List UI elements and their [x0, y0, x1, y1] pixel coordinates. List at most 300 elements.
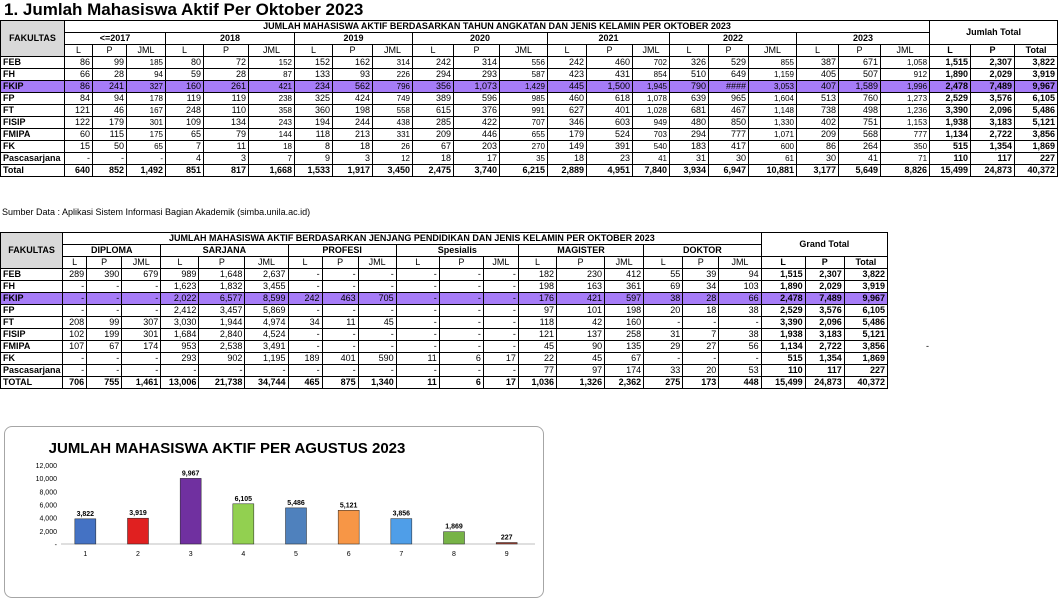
sub-header: JML: [500, 45, 548, 57]
data-cell: 17: [483, 353, 518, 365]
data-cell: 11: [204, 141, 249, 153]
data-cell: -: [93, 153, 127, 165]
total-cell: 17: [483, 377, 518, 389]
bar: [444, 532, 465, 544]
total-cell: 6,215: [500, 165, 548, 177]
data-cell: 1,890: [930, 69, 971, 81]
total-cell: 40,372: [844, 377, 887, 389]
total-cell: 173: [683, 377, 719, 389]
data-cell: 3,856: [1015, 129, 1058, 141]
level-header: DOKTOR: [644, 245, 761, 257]
data-cell: 445: [548, 81, 587, 93]
data-cell: 208: [63, 317, 87, 329]
data-cell: 558: [373, 105, 413, 117]
data-cell: 152: [249, 57, 295, 69]
faculty-name: FEB: [1, 57, 65, 69]
total-cell: 7,840: [633, 165, 670, 177]
level-header: PROFESI: [288, 245, 396, 257]
data-cell: 301: [127, 117, 166, 129]
data-cell: 1,071: [749, 129, 797, 141]
data-cell: -: [245, 365, 288, 377]
y-tick-label: 2,000: [39, 528, 57, 536]
data-cell: 3,390: [761, 317, 805, 329]
data-cell: 18: [683, 305, 719, 317]
faculty-name: Pascasarjana: [1, 153, 65, 165]
bar-value-label: 3,822: [76, 510, 95, 518]
data-cell: 402: [797, 117, 839, 129]
data-cell: 80: [166, 57, 204, 69]
table-row: [1, 341, 888, 353]
data-cell: 463: [322, 293, 358, 305]
x-tick-label: 2: [136, 551, 140, 558]
sub-header: P: [322, 257, 358, 269]
data-cell: 1,134: [930, 129, 971, 141]
faculty-name: FKIP: [1, 81, 65, 93]
data-cell: 1,648: [199, 269, 245, 281]
data-cell: 18: [249, 141, 295, 153]
bar: [128, 518, 149, 544]
data-cell: 94: [93, 93, 127, 105]
data-cell: -: [683, 353, 719, 365]
data-cell: 60: [65, 129, 93, 141]
fakultas-header: FAKULTAS: [1, 21, 65, 57]
data-cell: 39: [683, 269, 719, 281]
table-row: [1, 293, 888, 305]
data-cell: 198: [518, 281, 556, 293]
data-cell: -: [288, 281, 322, 293]
sub-header: P: [93, 45, 127, 57]
data-cell: 137: [556, 329, 604, 341]
data-cell: 99: [87, 317, 122, 329]
year-header: 2019: [295, 33, 413, 45]
data-cell: 134: [204, 117, 249, 129]
table-row: [1, 141, 1058, 153]
data-cell: 358: [249, 105, 295, 117]
data-cell: 61: [749, 153, 797, 165]
data-cell: -: [288, 365, 322, 377]
total-cell: 11: [396, 377, 439, 389]
bar-value-label: 5,486: [287, 499, 305, 507]
data-cell: 1,159: [749, 69, 797, 81]
data-cell: -: [87, 281, 122, 293]
level-header: DIPLOMA: [63, 245, 161, 257]
sub-header: JML: [483, 257, 518, 269]
data-cell: 615: [413, 105, 454, 117]
data-cell: 27: [683, 341, 719, 353]
y-tick-label: 10,000: [35, 476, 57, 484]
data-cell: 1,684: [161, 329, 199, 341]
faculty-name: FKIP: [1, 293, 63, 305]
data-cell: 135: [605, 341, 644, 353]
data-cell: 5,121: [1015, 117, 1058, 129]
data-cell: 1,058: [881, 57, 930, 69]
data-cell: 31: [670, 153, 709, 165]
bar: [496, 543, 517, 544]
data-cell: 460: [587, 57, 633, 69]
total-cell: 1,533: [295, 165, 333, 177]
data-cell: 346: [548, 117, 587, 129]
faculty-name: FP: [1, 93, 65, 105]
data-cell: 568: [839, 129, 881, 141]
data-cell: -: [322, 329, 358, 341]
data-cell: 417: [709, 141, 749, 153]
data-cell: 356: [413, 81, 454, 93]
data-cell: -: [483, 317, 518, 329]
level-header: MAGISTER: [518, 245, 643, 257]
data-cell: -: [322, 281, 358, 293]
data-cell: 18: [548, 153, 587, 165]
faculty-name: FH: [1, 69, 65, 81]
data-cell: 198: [605, 305, 644, 317]
data-cell: 7,489: [971, 81, 1015, 93]
data-cell: -: [122, 365, 161, 377]
data-cell: 293: [161, 353, 199, 365]
data-cell: 26: [373, 141, 413, 153]
data-cell: ####: [709, 81, 749, 93]
total-cell: 2,362: [605, 377, 644, 389]
jumlah-total-header: Jumlah Total: [930, 21, 1058, 45]
data-cell: -: [483, 281, 518, 293]
data-cell: 294: [413, 69, 454, 81]
data-cell: 29: [644, 341, 683, 353]
data-cell: 121: [518, 329, 556, 341]
data-cell: 985: [500, 93, 548, 105]
data-cell: 42: [556, 317, 604, 329]
data-cell: 777: [881, 129, 930, 141]
data-cell: -: [483, 365, 518, 377]
total-cell: 465: [288, 377, 322, 389]
data-cell: 5,486: [844, 317, 887, 329]
data-cell: 69: [644, 281, 683, 293]
data-cell: 71: [881, 153, 930, 165]
data-cell: 3,390: [930, 105, 971, 117]
table-row: [1, 153, 1058, 165]
t1-title-row: [1, 21, 1058, 33]
sub-header: JML: [749, 45, 797, 57]
data-cell: 50: [93, 141, 127, 153]
total-cell: 1,340: [358, 377, 396, 389]
year-header: <=2017: [65, 33, 166, 45]
data-cell: -: [63, 365, 87, 377]
data-cell: 391: [587, 141, 633, 153]
bar-value-label: 9,967: [181, 470, 200, 478]
data-cell: 2,096: [805, 317, 844, 329]
data-cell: 707: [500, 117, 548, 129]
faculty-name: Pascasarjana: [1, 365, 63, 377]
bar-value-label: 3,919: [129, 510, 147, 518]
data-cell: 3: [333, 153, 373, 165]
total-cell: 3,450: [373, 165, 413, 177]
data-cell: 160: [605, 317, 644, 329]
data-cell: 18: [333, 141, 373, 153]
year-header: 2023: [797, 33, 930, 45]
data-cell: 749: [373, 93, 413, 105]
data-cell: 34: [288, 317, 322, 329]
data-cell: 422: [454, 117, 500, 129]
data-cell: 540: [633, 141, 670, 153]
bar: [338, 510, 359, 544]
data-cell: 241: [93, 81, 127, 93]
data-cell: 270: [500, 141, 548, 153]
data-cell: 117: [805, 365, 844, 377]
table-row: [1, 317, 888, 329]
year-header: 2020: [413, 33, 548, 45]
data-cell: 389: [413, 93, 454, 105]
data-cell: 9: [295, 153, 333, 165]
data-cell: 163: [556, 281, 604, 293]
data-cell: 18: [413, 153, 454, 165]
data-cell: 1,832: [199, 281, 245, 293]
total-cell: 2,475: [413, 165, 454, 177]
data-cell: 1,938: [761, 329, 805, 341]
data-cell: 66: [65, 69, 93, 81]
data-cell: 703: [633, 129, 670, 141]
total-cell: 1,492: [127, 165, 166, 177]
bar: [286, 508, 307, 544]
data-cell: 6,577: [199, 293, 245, 305]
data-cell: 3,030: [161, 317, 199, 329]
data-cell: -: [288, 269, 322, 281]
t1-year-row: [1, 33, 1058, 45]
data-cell: 7,489: [805, 293, 844, 305]
data-cell: 23: [587, 153, 633, 165]
data-cell: 144: [249, 129, 295, 141]
data-cell: 79: [204, 129, 249, 141]
data-cell: -: [322, 269, 358, 281]
data-cell: 65: [127, 141, 166, 153]
data-cell: 855: [749, 57, 797, 69]
data-cell: 209: [797, 129, 839, 141]
data-cell: 1,515: [761, 269, 805, 281]
data-cell: 30: [797, 153, 839, 165]
data-cell: 2,029: [805, 281, 844, 293]
faculty-name: FT: [1, 317, 63, 329]
grand-total-header: Grand Total: [761, 233, 887, 257]
bar-chart: [5, 427, 543, 597]
data-cell: 6: [439, 353, 483, 365]
data-cell: 67: [605, 353, 644, 365]
t2-sub-row: [1, 257, 888, 269]
sub-header: L: [166, 45, 204, 57]
data-cell: 2,538: [199, 341, 245, 353]
data-cell: 423: [548, 69, 587, 81]
data-cell: 360: [295, 105, 333, 117]
data-cell: 17: [454, 153, 500, 165]
data-cell: 1,938: [930, 117, 971, 129]
data-cell: 118: [518, 317, 556, 329]
total-cell: 40,372: [1015, 165, 1058, 177]
data-cell: 401: [322, 353, 358, 365]
data-cell: 2,637: [245, 269, 288, 281]
data-cell: 94: [719, 269, 761, 281]
total-cell: 875: [322, 377, 358, 389]
data-cell: -: [87, 353, 122, 365]
data-cell: 55: [644, 269, 683, 281]
data-cell: 671: [839, 57, 881, 69]
table-row: [1, 105, 1058, 117]
faculty-name: FH: [1, 281, 63, 293]
data-cell: 596: [454, 93, 500, 105]
x-tick-label: 7: [399, 551, 404, 558]
total-sub-header: L: [930, 45, 971, 57]
data-cell: 6,105: [844, 305, 887, 317]
data-cell: 209: [413, 129, 454, 141]
data-cell: -: [127, 153, 166, 165]
data-cell: 121: [65, 105, 93, 117]
data-cell: 45: [518, 341, 556, 353]
data-cell: 850: [709, 117, 749, 129]
data-cell: 639: [670, 93, 709, 105]
sub-header: JML: [373, 45, 413, 57]
data-cell: 991: [500, 105, 548, 117]
data-cell: 110: [204, 105, 249, 117]
data-cell: -: [161, 365, 199, 377]
data-cell: 119: [204, 93, 249, 105]
data-cell: 738: [797, 105, 839, 117]
data-cell: -: [358, 269, 396, 281]
total-cell: 21,738: [199, 377, 245, 389]
sub-header: P: [333, 45, 373, 57]
bar: [233, 504, 254, 544]
table1-title: JUMLAH MAHASISWA AKTIF BERDASARKAN TAHUN ANGKATAN DAN JENIS KELAMIN PER OKTOBER 2023: [65, 21, 930, 33]
sub-header: L: [161, 257, 199, 269]
data-cell: 3,576: [971, 93, 1015, 105]
sub-header: P: [587, 45, 633, 57]
data-cell: 67: [413, 141, 454, 153]
data-cell: 93: [333, 69, 373, 81]
data-cell: 234: [295, 81, 333, 93]
data-cell: 649: [709, 69, 749, 81]
data-cell: 562: [333, 81, 373, 93]
data-cell: -: [439, 293, 483, 305]
sub-header: L: [295, 45, 333, 57]
data-cell: 510: [670, 69, 709, 81]
data-cell: -: [65, 153, 93, 165]
sub-header: L: [288, 257, 322, 269]
table-row: [1, 69, 1058, 81]
total-cell: 851: [166, 165, 204, 177]
data-cell: 902: [199, 353, 245, 365]
total-cell: 3,740: [454, 165, 500, 177]
data-cell: 524: [587, 129, 633, 141]
data-cell: 20: [683, 365, 719, 377]
data-cell: 189: [288, 353, 322, 365]
x-tick-label: 6: [346, 551, 351, 558]
data-cell: 46: [93, 105, 127, 117]
data-cell: 176: [518, 293, 556, 305]
total-sub-header: P: [805, 257, 844, 269]
data-cell: 86: [65, 81, 93, 93]
total-cell: 755: [87, 377, 122, 389]
table-row: [1, 57, 1058, 69]
sub-header: P: [87, 257, 122, 269]
data-cell: 467: [709, 105, 749, 117]
sub-header: P: [556, 257, 604, 269]
data-cell: 174: [605, 365, 644, 377]
data-cell: 45: [556, 353, 604, 365]
data-cell: 41: [839, 153, 881, 165]
data-cell: 438: [373, 117, 413, 129]
data-cell: 3,919: [844, 281, 887, 293]
data-cell: 34: [683, 281, 719, 293]
x-tick-label: 1: [83, 551, 88, 558]
data-cell: 102: [63, 329, 87, 341]
data-cell: 1,078: [633, 93, 670, 105]
data-cell: -: [322, 305, 358, 317]
data-cell: 679: [122, 269, 161, 281]
total-cell: 13,006: [161, 377, 199, 389]
sub-header: L: [518, 257, 556, 269]
sub-header: JML: [358, 257, 396, 269]
data-cell: 28: [93, 69, 127, 81]
data-cell: 119: [166, 93, 204, 105]
data-cell: 515: [930, 141, 971, 153]
data-cell: 702: [633, 57, 670, 69]
data-cell: 243: [249, 117, 295, 129]
data-cell: 87: [249, 69, 295, 81]
data-cell: -: [63, 293, 87, 305]
data-cell: 182: [518, 269, 556, 281]
total-label: Total: [1, 165, 65, 177]
data-cell: 2,029: [971, 69, 1015, 81]
total-cell: 1,917: [333, 165, 373, 177]
year-header: 2021: [548, 33, 670, 45]
data-cell: 175: [127, 129, 166, 141]
total-cell: 1,668: [249, 165, 295, 177]
data-cell: 424: [333, 93, 373, 105]
data-cell: 307: [122, 317, 161, 329]
total-cell: 1,326: [556, 377, 604, 389]
data-cell: 2,840: [199, 329, 245, 341]
data-cell: 31: [644, 329, 683, 341]
data-cell: 227: [844, 365, 887, 377]
data-cell: -: [63, 305, 87, 317]
data-cell: 162: [333, 57, 373, 69]
sub-header: JML: [633, 45, 670, 57]
total-cell: 2,889: [548, 165, 587, 177]
data-cell: 2,478: [930, 81, 971, 93]
data-cell: 1,996: [881, 81, 930, 93]
data-cell: 405: [797, 69, 839, 81]
x-tick-label: 4: [241, 551, 246, 558]
data-cell: -: [683, 317, 719, 329]
data-cell: 30: [709, 153, 749, 165]
sub-header: P: [439, 257, 483, 269]
faculty-name: FEB: [1, 269, 63, 281]
data-cell: 84: [65, 93, 93, 105]
data-cell: 1,134: [761, 341, 805, 353]
level-header: Spesialis: [396, 245, 518, 257]
data-cell: 507: [839, 69, 881, 81]
data-cell: 1,500: [587, 81, 633, 93]
data-cell: -: [122, 281, 161, 293]
data-cell: 1,869: [844, 353, 887, 365]
data-cell: 314: [373, 57, 413, 69]
data-cell: 587: [500, 69, 548, 81]
data-cell: -: [439, 305, 483, 317]
data-cell: -: [396, 269, 439, 281]
total-cell: 24,873: [971, 165, 1015, 177]
data-cell: 2,529: [761, 305, 805, 317]
data-cell: -: [63, 281, 87, 293]
data-cell: 65: [166, 129, 204, 141]
total-cell: 275: [644, 377, 683, 389]
data-cell: -: [358, 341, 396, 353]
data-cell: 1,945: [633, 81, 670, 93]
data-cell: 1,153: [881, 117, 930, 129]
sub-header: L: [548, 45, 587, 57]
data-cell: 12: [373, 153, 413, 165]
